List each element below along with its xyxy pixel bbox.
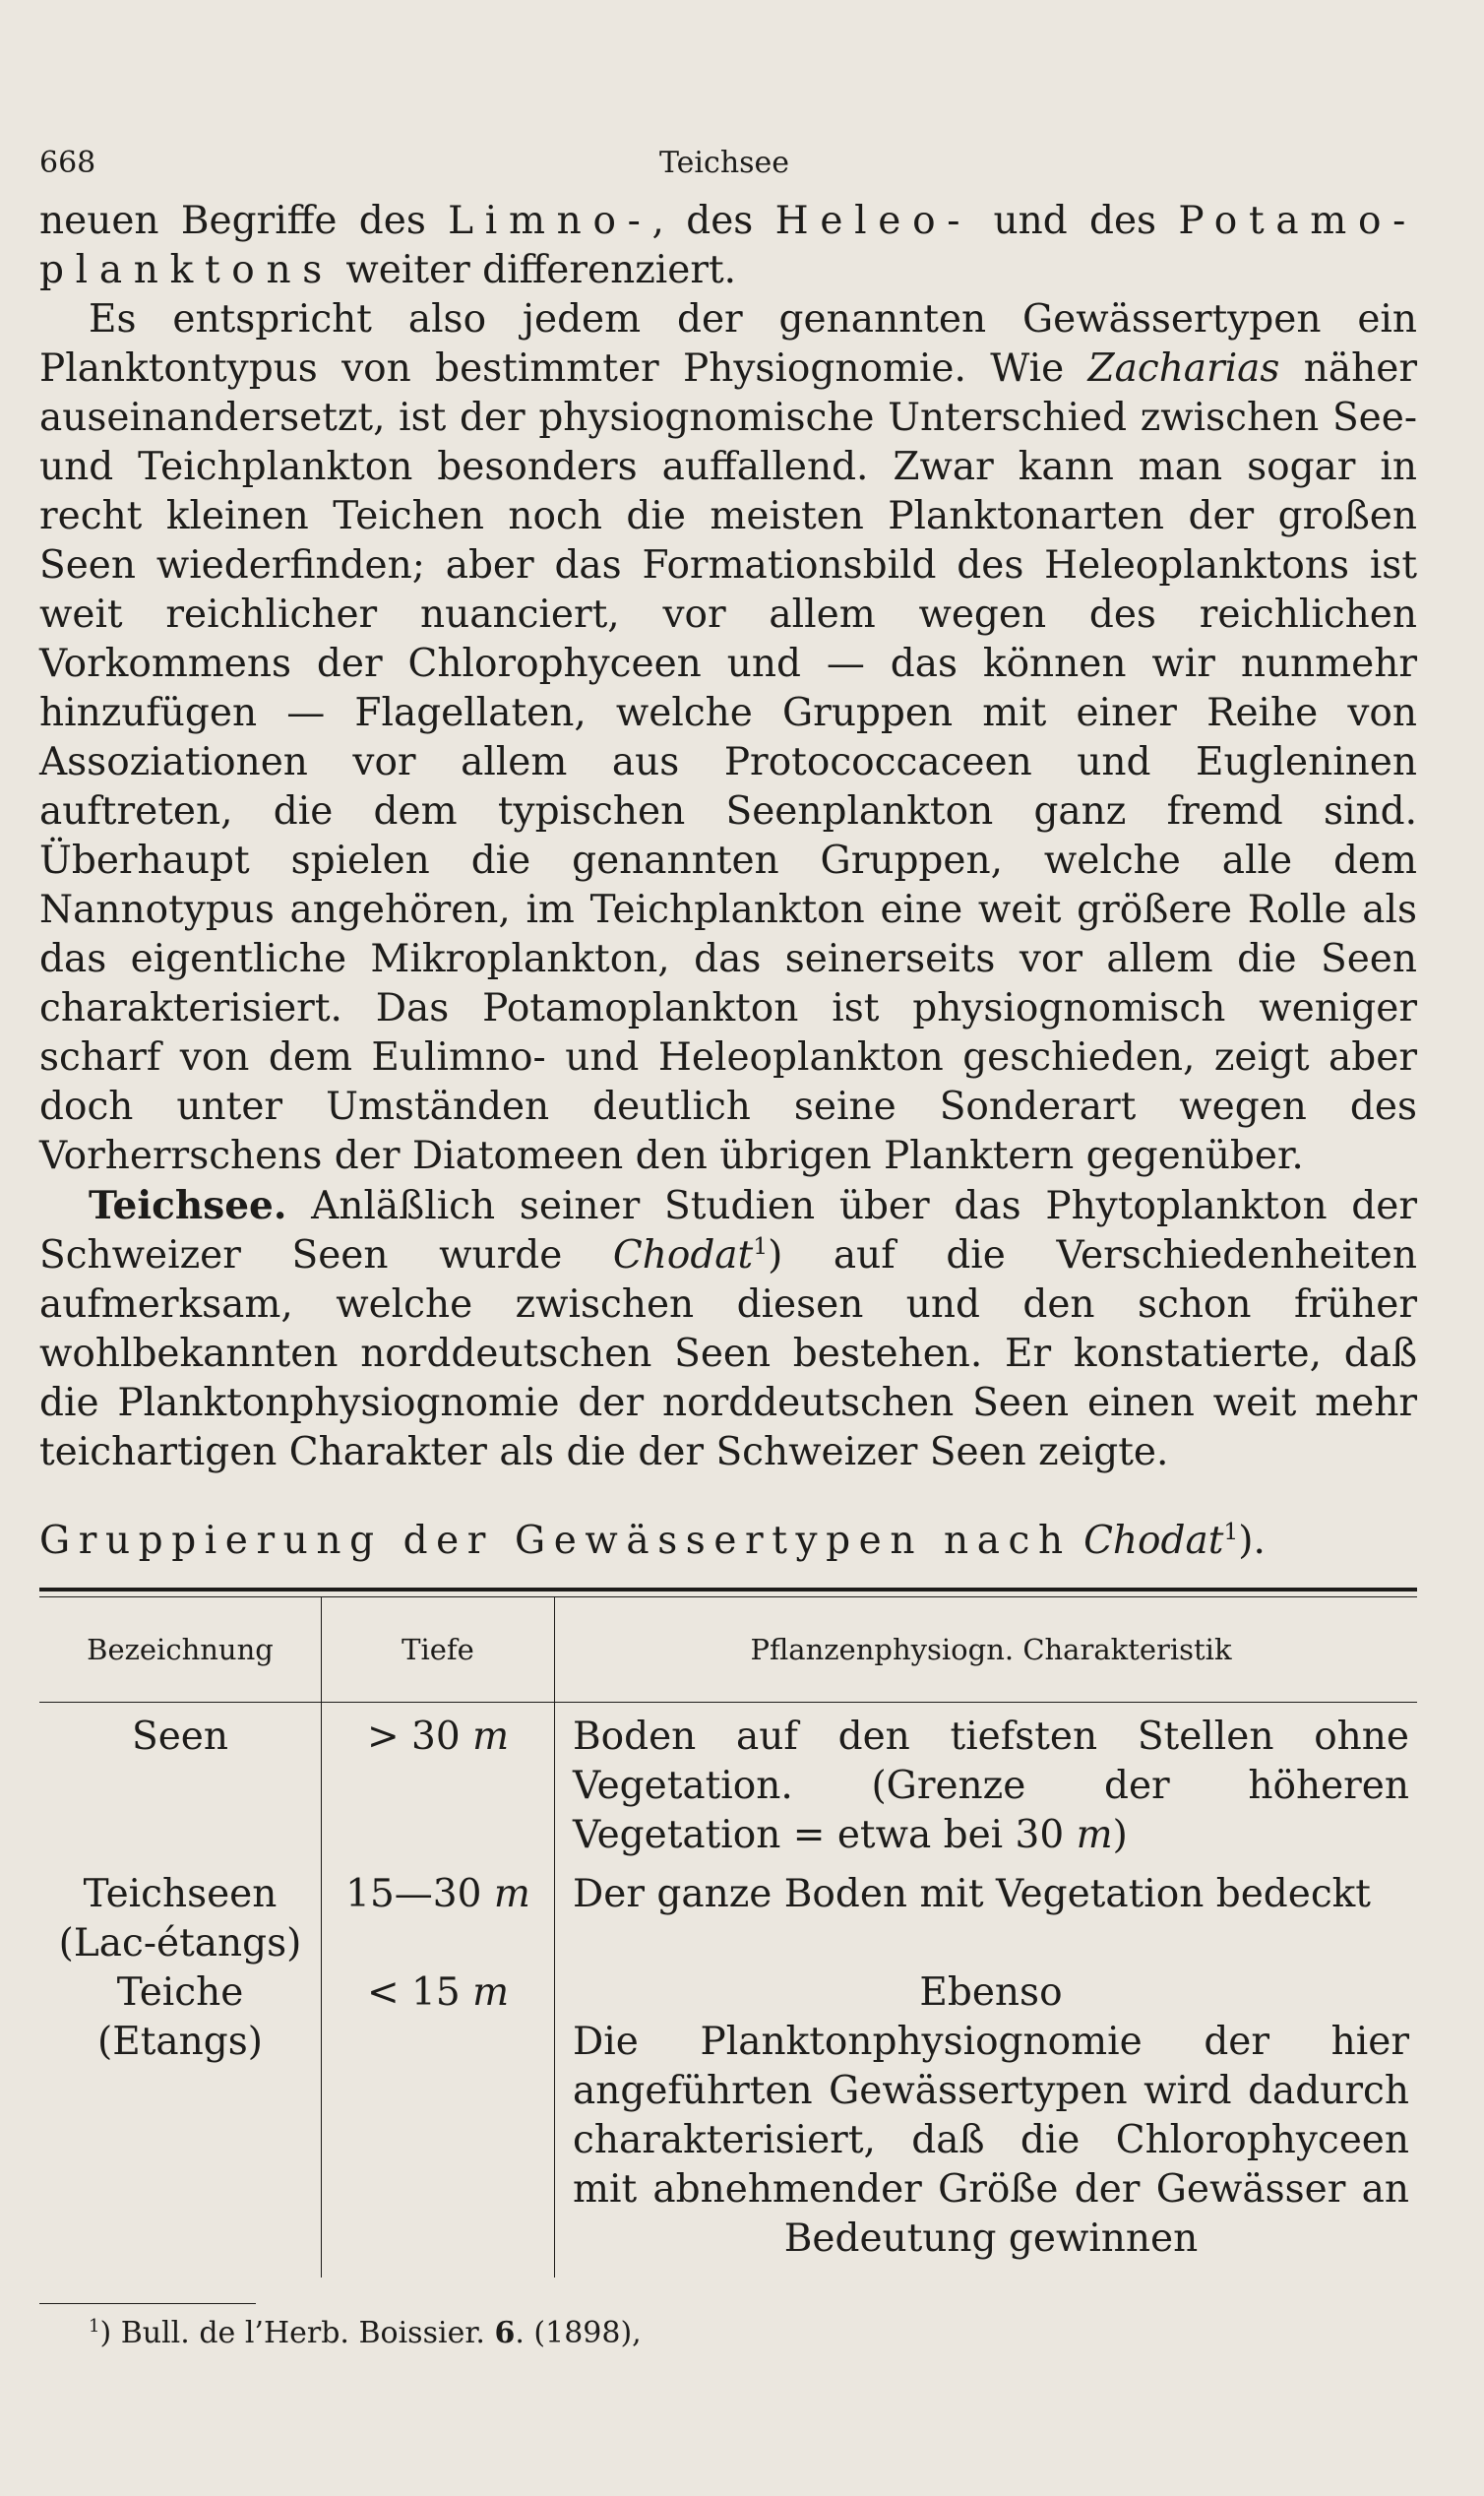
cell-name — [39, 1860, 322, 1968]
depth-value: > 30 — [366, 1715, 473, 1759]
paragraph-2 — [39, 295, 1417, 1181]
spaced-term: Heleo- — [774, 199, 972, 243]
section-heading: Teichsee. — [89, 1183, 287, 1228]
table-header-row — [39, 1597, 1417, 1703]
text-span: weiter differenziert. — [334, 248, 737, 292]
text-span: ). — [1238, 1519, 1266, 1563]
table-row — [39, 1703, 1417, 1861]
description-text: ) — [1112, 1813, 1128, 1857]
water-types-table — [39, 1597, 1417, 2278]
text-span: Anläßlich seiner Studien über das Phytoplankton der Schweizer Seen wurde — [39, 1184, 1417, 1278]
cell-name — [39, 1968, 322, 2278]
cell-description — [555, 1968, 1418, 2278]
text-span: ) auf die Verschiedenheiten aufmerksam, welche zwischen diesen und den schon früher wohlbekannten norddeutschen Seen bestehen. Er konstatierte, daß die Planktonphysiognomie der norddeutschen Seen einen weit mehr teichartigen Charakter als die der Schweizer Seen zeigte. — [39, 1233, 1417, 1474]
depth-value: 15—30 — [345, 1872, 494, 1916]
spaced-term: Limno- — [448, 199, 652, 243]
water-type-name-french: (Lac-étangs) — [58, 1921, 302, 1966]
running-head-title: Teichsee — [659, 146, 790, 180]
footnote-rule — [39, 2303, 256, 2304]
closing-note: Die Planktonphysiognomie der hier angeführten Gewässertypen wird dadurch charakterisiert, daß die Chlorophyceen mit abnehmender Größe der Gewässer an Bedeutung gewinnen — [573, 2020, 1409, 2261]
cell-depth — [322, 1860, 555, 1968]
author-name: Chodat — [612, 1233, 754, 1278]
footnote-ref: 1 — [1223, 1518, 1239, 1545]
water-type-name-french: (Etangs) — [97, 2020, 263, 2064]
water-type-name: Teichseen — [83, 1872, 278, 1916]
paragraph-3 — [39, 1181, 1417, 1477]
text-span: näher auseinandersetzt, ist der physiognomische Unterschied zwischen See- und Teichplankton besonders auffallend. Zwar kann man sogar in recht kleinen Teichen noch die meisten Planktonarten der großen Seen wiederfinden; aber das Formationsbild des Heleoplanktons ist weit reichlicher nuanciert, vor allem wegen des reichlichen Vorkommens der Chlorophyceen und — das können wir nunmehr hinzufügen — Flagellaten, welche Gruppen mit einer Reihe von Assoziationen vor allem aus Protococcaceen und Eugleninen auftreten, die dem typischen Seenplankton ganz fremd sind. Überhaupt spielen die genannten Gruppen, welche alle dem Nannotypus angehören, im Teichplankton eine weit größere Rolle als das eigentliche Mikroplankton, das seinerseits vor allem die Seen charakterisiert. Das Potamoplankton ist physiognomisch weniger scharf von dem Eulimno- und Heleoplankton geschieden, zeigt aber doch unter Umständen deutlich seine Sonderart wegen des Vorherrschens der Diatomeen den übrigen Planktern gegenüber. — [39, 346, 1418, 1178]
description-text: Ebenso — [919, 1970, 1063, 2015]
page-number: 668 — [39, 146, 96, 180]
book-page — [39, 118, 1417, 2353]
body-text — [39, 197, 1417, 1477]
depth-unit: m — [1076, 1813, 1113, 1857]
cell-depth — [322, 1968, 555, 2278]
water-type-name: Teiche — [116, 1970, 244, 2015]
column-header: Bezeichnung — [39, 1597, 322, 1703]
text-span: und des — [971, 199, 1179, 243]
depth-value: < 15 — [366, 1970, 473, 2015]
table-title — [39, 1517, 1417, 1566]
footnote-text: ) Bull. de l’Herb. Boissier. — [99, 2316, 495, 2350]
table-top-rule — [39, 1588, 1417, 1597]
column-header: Tiefe — [322, 1597, 555, 1703]
spaced-term: Potamo-planktons — [39, 199, 1418, 292]
footnote-volume: 6 — [494, 2316, 516, 2350]
running-head — [39, 118, 1417, 187]
table-row — [39, 1860, 1417, 1968]
paragraph-1 — [39, 197, 1417, 295]
cell-description — [555, 1860, 1418, 1968]
column-header: Pflanzenphysiogn. Charakteristik — [555, 1597, 1418, 1703]
author-name: Chodat — [1083, 1519, 1224, 1563]
footnote-ref: 1 — [753, 1232, 769, 1260]
footnote — [39, 2314, 1417, 2353]
text-span: Es entspricht also jedem der genannten Gewässertypen ein Planktontypus von bestimmter Physiognomie. Wie — [39, 297, 1417, 391]
footnote-marker: 1 — [89, 2316, 100, 2337]
text-span: , des — [651, 199, 775, 243]
text-span: neuen Begriffe des — [39, 199, 449, 243]
cell-name — [39, 1703, 322, 1861]
water-type-name: Seen — [132, 1715, 228, 1759]
cell-description — [555, 1703, 1418, 1861]
cell-depth — [322, 1703, 555, 1861]
table-row — [39, 1968, 1417, 2278]
footnote-text: . (1898), — [515, 2316, 642, 2350]
description-text: Der ganze Boden mit Vegetation bedeckt — [573, 1872, 1371, 1916]
author-name: Zacharias — [1087, 346, 1280, 391]
depth-unit: m — [493, 1872, 530, 1916]
table-title-text: Gruppierung der Gewässertypen nach — [39, 1519, 1072, 1563]
depth-unit: m — [472, 1970, 510, 2015]
description-text: Boden auf den tiefsten Stellen ohne Vegetation. (Grenze der höheren Vegetation = etwa bei 30 — [573, 1715, 1409, 1857]
depth-unit: m — [472, 1715, 510, 1759]
